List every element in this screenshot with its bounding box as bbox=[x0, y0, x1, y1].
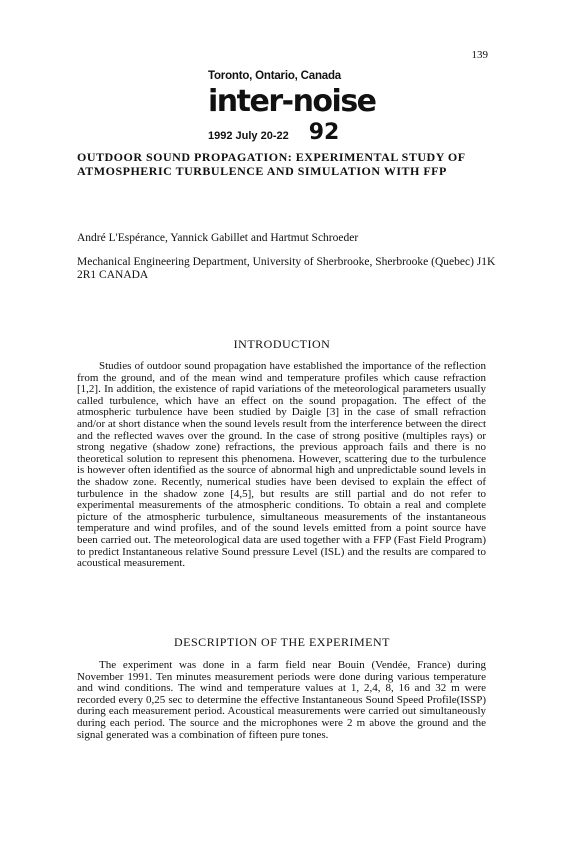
conference-year: 92 bbox=[308, 120, 340, 145]
section-heading-experiment: DESCRIPTION OF THE EXPERIMENT bbox=[174, 635, 390, 649]
conference-header bbox=[208, 70, 408, 145]
page-number: 139 bbox=[471, 49, 488, 61]
paragraph: The experiment was done in a farm field near Bouin (Vendée, France) during November 1991. Ten minutes measurement periods were done during various temperature and wind conditions. The wind and temperature values at 1, 2,4, 8, 16 and 32 m were recorded every 0,25 sec to determine the effective Instantaneous Sound Speed Profile(ISSP) during each measurement period. Acoustical measurements were carried out simultaneously during each period. The source and the microphones were 2 m above the ground and the signal generated was a combination of fifteen pure tones. bbox=[77, 659, 486, 741]
section-body-experiment bbox=[77, 660, 486, 741]
conference-logo: inter-noise bbox=[208, 84, 376, 119]
paper-title: OUTDOOR SOUND PROPAGATION: EXPERIMENTAL STUDY OF ATMOSPHERIC TURBULENCE AND SIMULATION WITH FFP bbox=[77, 150, 466, 178]
paper-affiliation: Mechanical Engineering Department, University of Sherbrooke, Sherbrooke (Quebec) J1K 2R1 CANADA bbox=[77, 256, 496, 281]
paragraph: Studies of outdoor sound propagation have established the importance of the reflection from the ground, and of the mean wind and temperature profiles which cause refraction [1,2]. In addition, the existence of rapid variations of the meteorological parameters usually called turbulence, which have an effect on the sound propagation. The effect of the atmospheric turbulence have been studied by Daigle [3] in the case of small refraction and/or at short distance when the sound levels result from the interference between the direct and the reflected waves over the ground. In the case of strong positive (multiples rays) or strong negative (shadow zone) refractions, the previous approach fails and there is no theoretical solution to represent this phenomena. However, scattering due to the turbulence is however often identified as the source of abnormal high and unpredictable sound levels in the shadow zone. Recently, numerical studies have been devised to explain the effect of turbulence in the shadow zone [4,5], but results are still partial and do not refer to experimental measurements of the atmospheric conditions. To obtain a real and complete picture of the atmospheric turbulence, simultaneous measurements of the instantaneous temperature and wind profiles, and of the sound levels emitted from a point source have been carried out. The meteorological data are used together with a FFP (Fast Field Program) to predict Instantaneous relative Sound pressure Level (ISL) and the results are compared to acoustical measurement. bbox=[77, 360, 486, 570]
conference-date-row bbox=[208, 120, 408, 145]
section-body-introduction bbox=[77, 361, 486, 570]
conference-location: Toronto, Ontario, Canada bbox=[208, 70, 341, 82]
paper-authors: André L'Espérance, Yannick Gabillet and Hartmut Schroeder bbox=[77, 232, 359, 244]
section-heading-introduction: INTRODUCTION bbox=[233, 337, 331, 351]
conference-date: 1992 July 20-22 bbox=[208, 130, 289, 142]
